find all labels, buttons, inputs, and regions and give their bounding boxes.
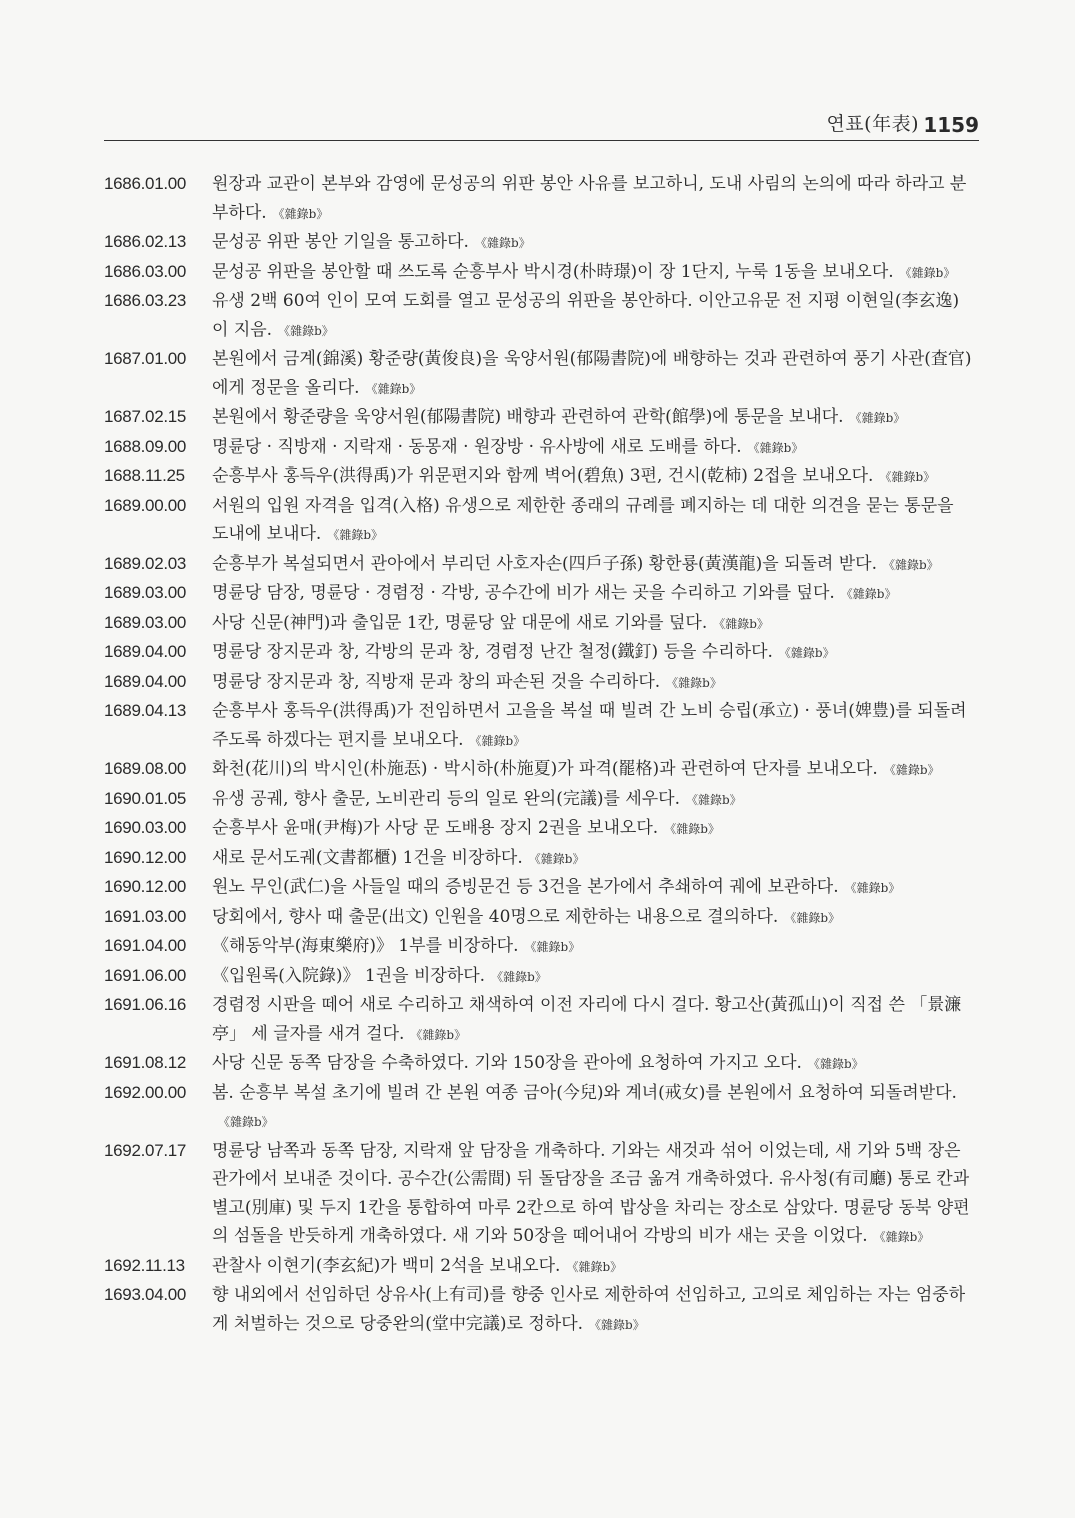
entry-source: 《雜錄b》 [327, 528, 384, 542]
entry-text: 본원에서 금계(錦溪) 황준량(黃俊良)을 욱양서원(郁陽書院)에 배향하는 것과 관련하여 풍기 사관(査官)에게 정문을 올리다. [212, 349, 972, 398]
entry-date: 1691.06.16 [104, 995, 187, 1014]
entry-text: 문성공 위판 봉안 기일을 통고하다. [212, 232, 469, 252]
entry-source: 《雜錄b》 [365, 381, 422, 396]
entry-body [212, 433, 975, 463]
entry-source: 《雜錄b》 [784, 910, 841, 925]
page-header [104, 110, 979, 141]
chronology-entry [104, 1281, 975, 1339]
entry-body [212, 873, 975, 903]
entry-text: 관찰사 이현기(李玄紀)가 백미 2석을 보내오다. [212, 1255, 561, 1276]
chronology-entry [104, 1252, 975, 1282]
entry-body [212, 668, 975, 698]
entry-body [212, 697, 975, 755]
entry-date: 1688.11.25 [104, 466, 185, 485]
entry-text: 순흥부사 홍득우(洪得禹)가 전임하면서 고을을 복설 때 빌려 간 노비 승립(承立) · 풍녀(婢豊)를 되돌려주도록 하겠다는 편지를 보내오다. [212, 701, 967, 750]
entry-body [212, 345, 975, 403]
entry-date: 1689.00.00 [104, 495, 187, 515]
entry-source: 《雜錄b》 [899, 265, 956, 280]
entry-text: 순흥부가 복설되면서 관아에서 부리던 사호자손(四戶子孫) 황한룡(黃漢龍)을 되돌려 받다. [212, 553, 877, 574]
chronology-entry [104, 873, 975, 903]
entry-body [212, 609, 975, 639]
entry-source: 《雜錄b》 [272, 206, 329, 221]
entry-date: 1689.04.00 [104, 671, 187, 691]
entry-source: 《雜錄b》 [491, 969, 547, 984]
entry-body [212, 991, 975, 1049]
entry-source: 《雜錄b》 [844, 881, 901, 895]
entry-text: 순흥부사 윤매(尹梅)가 사당 문 도배용 장지 2권을 보내오다. [212, 818, 659, 838]
entry-text: 문성공 위판을 봉안할 때 쓰도록 순흥부사 박시경(朴時璟)이 장 1단지, 누룩 1동을 보내오다. [212, 261, 894, 282]
entry-date: 1690.12.00 [104, 877, 187, 896]
entry-date: 1686.03.23 [104, 291, 187, 310]
chronology-entry [104, 345, 975, 403]
entry-date: 1689.04.13 [104, 701, 187, 720]
entry-text: 명륜당 장지문과 창, 각방의 문과 창, 경렴정 난간 철정(鐵釘) 등을 수리하다. [212, 642, 773, 662]
entry-body [212, 638, 975, 668]
entry-body [212, 462, 975, 492]
entry-text: 서원의 입원 자격을 입격(入格) 유생으로 제한한 종래의 규례를 폐지하는 데 대한 의견을 묻는 통문을 도내에 보내다. [212, 495, 954, 544]
entry-body [212, 844, 975, 874]
chronology-entry [104, 579, 975, 609]
entry-source: 《雜錄b》 [469, 733, 526, 748]
entry-date: 1689.02.03 [104, 553, 187, 573]
entry-text: 본원에서 황준량을 욱양서원(郁陽書院) 배향과 관련하여 관학(館學)에 통문을 보내다. [212, 407, 844, 427]
entry-source: 《雜錄b》 [807, 1057, 864, 1071]
chronology-list [104, 170, 975, 1339]
chronology-entry [104, 962, 975, 992]
chronology-entry [104, 932, 975, 962]
entry-body [212, 785, 975, 815]
entry-date: 1692.11.13 [104, 1255, 185, 1275]
entry-date: 1691.03.00 [104, 906, 187, 926]
entry-date: 1692.07.17 [104, 1140, 187, 1160]
entry-date: 1693.04.00 [104, 1285, 187, 1304]
entry-date: 1690.12.00 [104, 847, 187, 867]
chronology-entry [104, 433, 975, 463]
entry-source: 《雜錄b》 [713, 616, 769, 631]
entry-date: 1690.03.00 [104, 818, 187, 837]
entry-text: 《해동악부(海東樂府)》 1부를 비장하다. [212, 936, 519, 956]
entry-body [212, 228, 975, 258]
entry-source: 《雜錄b》 [410, 1027, 467, 1042]
entry-text: 사당 신문(神門)과 출입문 1칸, 명륜당 앞 대문에 새로 기와를 덮다. [212, 612, 708, 633]
entry-source: 《雜錄b》 [879, 470, 936, 484]
entry-source: 《雜錄b》 [566, 1259, 623, 1274]
entry-text: 사당 신문 동쪽 담장을 수축하였다. 기와 150장을 관아에 요청하여 가지고 오다. [212, 1053, 802, 1073]
entry-source: 《雜錄b》 [278, 323, 334, 338]
chronology-entry [104, 697, 975, 755]
entry-date: 1689.08.00 [104, 759, 187, 778]
chronology-entry [104, 403, 975, 433]
entry-date: 1687.01.00 [104, 349, 187, 368]
entry-text: 명륜당 남쪽과 동쪽 담장, 지락재 앞 담장을 개축하다. 기와는 새것과 섞어 이었는데, 새 기와 5백 장은 관가에서 보내준 것이다. 공수간(公需間) 뒤 돌담장을 조금 옮겨 개축하였다. 유사청(有司廳) 통로 칸과 별고(別庫) 및 두지 1칸을 통합하여 마루 2칸으로 하여 밥상을 차리는 장소로 삼았다. 명륜당 동북 양편의 섬돌을 반듯하게 개축하였다. 새 기와 50장을 떼어내어 각방의 비가 새는 곳을 이었다. [212, 1140, 970, 1246]
entry-source: 《雜錄b》 [873, 1230, 930, 1244]
entry-date: 1690.01.05 [104, 788, 187, 808]
entry-source: 《雜錄b》 [883, 763, 940, 777]
chronology-entry [104, 844, 975, 874]
entry-body [212, 1137, 975, 1252]
entry-text: 명륜당 장지문과 창, 직방재 문과 창의 파손된 것을 수리하다. [212, 671, 661, 692]
chronology-entry [104, 1079, 975, 1137]
chronology-entry [104, 814, 975, 844]
entry-date: 1689.03.00 [104, 612, 187, 632]
entry-date: 1692.00.00 [104, 1082, 187, 1102]
chronology-entry [104, 638, 975, 668]
entry-source: 《雜錄b》 [849, 411, 906, 425]
entry-body [212, 1049, 975, 1079]
entry-text: 순흥부사 홍득우(洪得禹)가 위문편지와 함께 벽어(碧魚) 3편, 건시(乾柿) 2접을 보내오다. [212, 466, 874, 486]
entry-source: 《雜錄b》 [666, 675, 722, 690]
chronology-entry [104, 228, 975, 258]
entry-text: 원노 무인(武仁)을 사들일 때의 증빙문건 등 3건을 본가에서 추쇄하여 궤에 보관하다. [212, 877, 839, 897]
entry-body [212, 962, 975, 992]
entry-text: 향 내외에서 선임하던 상유사(上有司)를 향중 인사로 제한하여 선임하고, 고의로 체임하는 자는 엄중하게 처벌하는 것으로 당중완의(堂中完議)로 정하다. [212, 1285, 966, 1334]
entry-text: 당회에서, 향사 때 출문(出文) 인원을 40명으로 제한하는 내용으로 결의하다. [212, 906, 779, 927]
entry-body [212, 170, 975, 228]
entry-text: 화천(花川)의 박시인(朴施忢) · 박시하(朴施夏)가 파격(罷格)과 관련하여 단자를 보내오다. [212, 759, 878, 779]
page-number: 1159 [923, 113, 979, 137]
entry-text: 명륜당 · 직방재 · 지락재 · 동몽재 · 원장방 · 유사방에 새로 도배를 하다. [212, 436, 742, 457]
entry-date: 1686.02.13 [104, 232, 187, 251]
entry-source: 《雜錄b》 [474, 236, 531, 250]
entry-body [212, 579, 975, 609]
entry-body [212, 403, 975, 433]
entry-body [212, 903, 975, 933]
entry-body [212, 492, 975, 550]
entry-date: 1689.03.00 [104, 583, 187, 602]
entry-body [212, 258, 975, 288]
entry-source: 《雜錄b》 [524, 940, 581, 954]
entry-date: 1691.06.00 [104, 965, 187, 985]
entry-date: 1687.02.15 [104, 407, 187, 426]
chronology-entry [104, 462, 975, 492]
chronology-entry [104, 1137, 975, 1252]
entry-text: 봄. 순흥부 복설 초기에 빌려 간 본원 여종 금아(今兒)와 계녀(戒女)를 본원에서 요청하여 되돌려받다. [212, 1082, 957, 1103]
entry-text: 유생 공궤, 향사 출문, 노비관리 등의 일로 완의(完議)를 세우다. [212, 788, 680, 809]
entry-text: 유생 2백 60여 인이 모여 도회를 열고 문성공의 위판을 봉안하다. 이안고유문 전 지평 이현일(李玄逸)이 지음. [212, 291, 960, 340]
entry-date: 1686.01.00 [104, 174, 187, 193]
entry-text: 명륜당 담장, 명륜당 · 경렴정 · 각방, 공수간에 비가 새는 곳을 수리하고 기와를 덮다. [212, 583, 835, 603]
entry-date: 1686.03.00 [104, 261, 187, 281]
chronology-entry [104, 258, 975, 288]
entry-body [212, 287, 975, 345]
chronology-entry [104, 668, 975, 698]
entry-date: 1688.09.00 [104, 436, 187, 456]
entry-body [212, 1281, 975, 1339]
entry-body [212, 550, 975, 580]
entry-date: 1691.08.12 [104, 1053, 187, 1072]
entry-source: 《雜錄b》 [840, 587, 897, 601]
chronology-entry [104, 492, 975, 550]
chronology-entry [104, 1049, 975, 1079]
entry-text: 경렴정 시판을 떼어 새로 수리하고 채색하여 이전 자리에 다시 걸다. 황고산(黃孤山)이 직접 쓴 「景濂亭」 세 글자를 새겨 걸다. [212, 995, 962, 1044]
entry-body [212, 1252, 975, 1282]
entry-source: 《雜錄b》 [528, 851, 585, 866]
entry-source: 《雜錄b》 [664, 822, 720, 836]
entry-date: 1689.04.00 [104, 642, 187, 661]
chronology-entry [104, 785, 975, 815]
entry-body [212, 814, 975, 844]
entry-body [212, 932, 975, 962]
entry-text: 《입원록(入院錄)》 1권을 비장하다. [212, 965, 486, 986]
chronology-entry [104, 755, 975, 785]
entry-source: 《雜錄b》 [218, 1115, 274, 1129]
chronology-entry [104, 903, 975, 933]
entry-source: 《雜錄b》 [747, 440, 804, 455]
entry-source: 《雜錄b》 [686, 792, 742, 807]
entry-source: 《雜錄b》 [589, 1317, 645, 1332]
entry-body [212, 755, 975, 785]
entry-text: 원장과 교관이 본부와 감영에 문성공의 위판 봉안 사유를 보고하니, 도내 사림의 논의에 따라 하라고 분부하다. [212, 174, 967, 223]
chronology-entry [104, 609, 975, 639]
entry-source: 《雜錄b》 [883, 557, 939, 572]
entry-source: 《雜錄b》 [778, 646, 835, 660]
chronology-entry [104, 991, 975, 1049]
entry-body [212, 1079, 975, 1137]
running-title: 연표(年表) [826, 113, 919, 135]
chronology-entry [104, 287, 975, 345]
entry-date: 1691.04.00 [104, 936, 187, 955]
chronology-entry [104, 550, 975, 580]
chronology-entry [104, 170, 975, 228]
entry-text: 새로 문서도궤(文書都櫃) 1건을 비장하다. [212, 847, 523, 868]
